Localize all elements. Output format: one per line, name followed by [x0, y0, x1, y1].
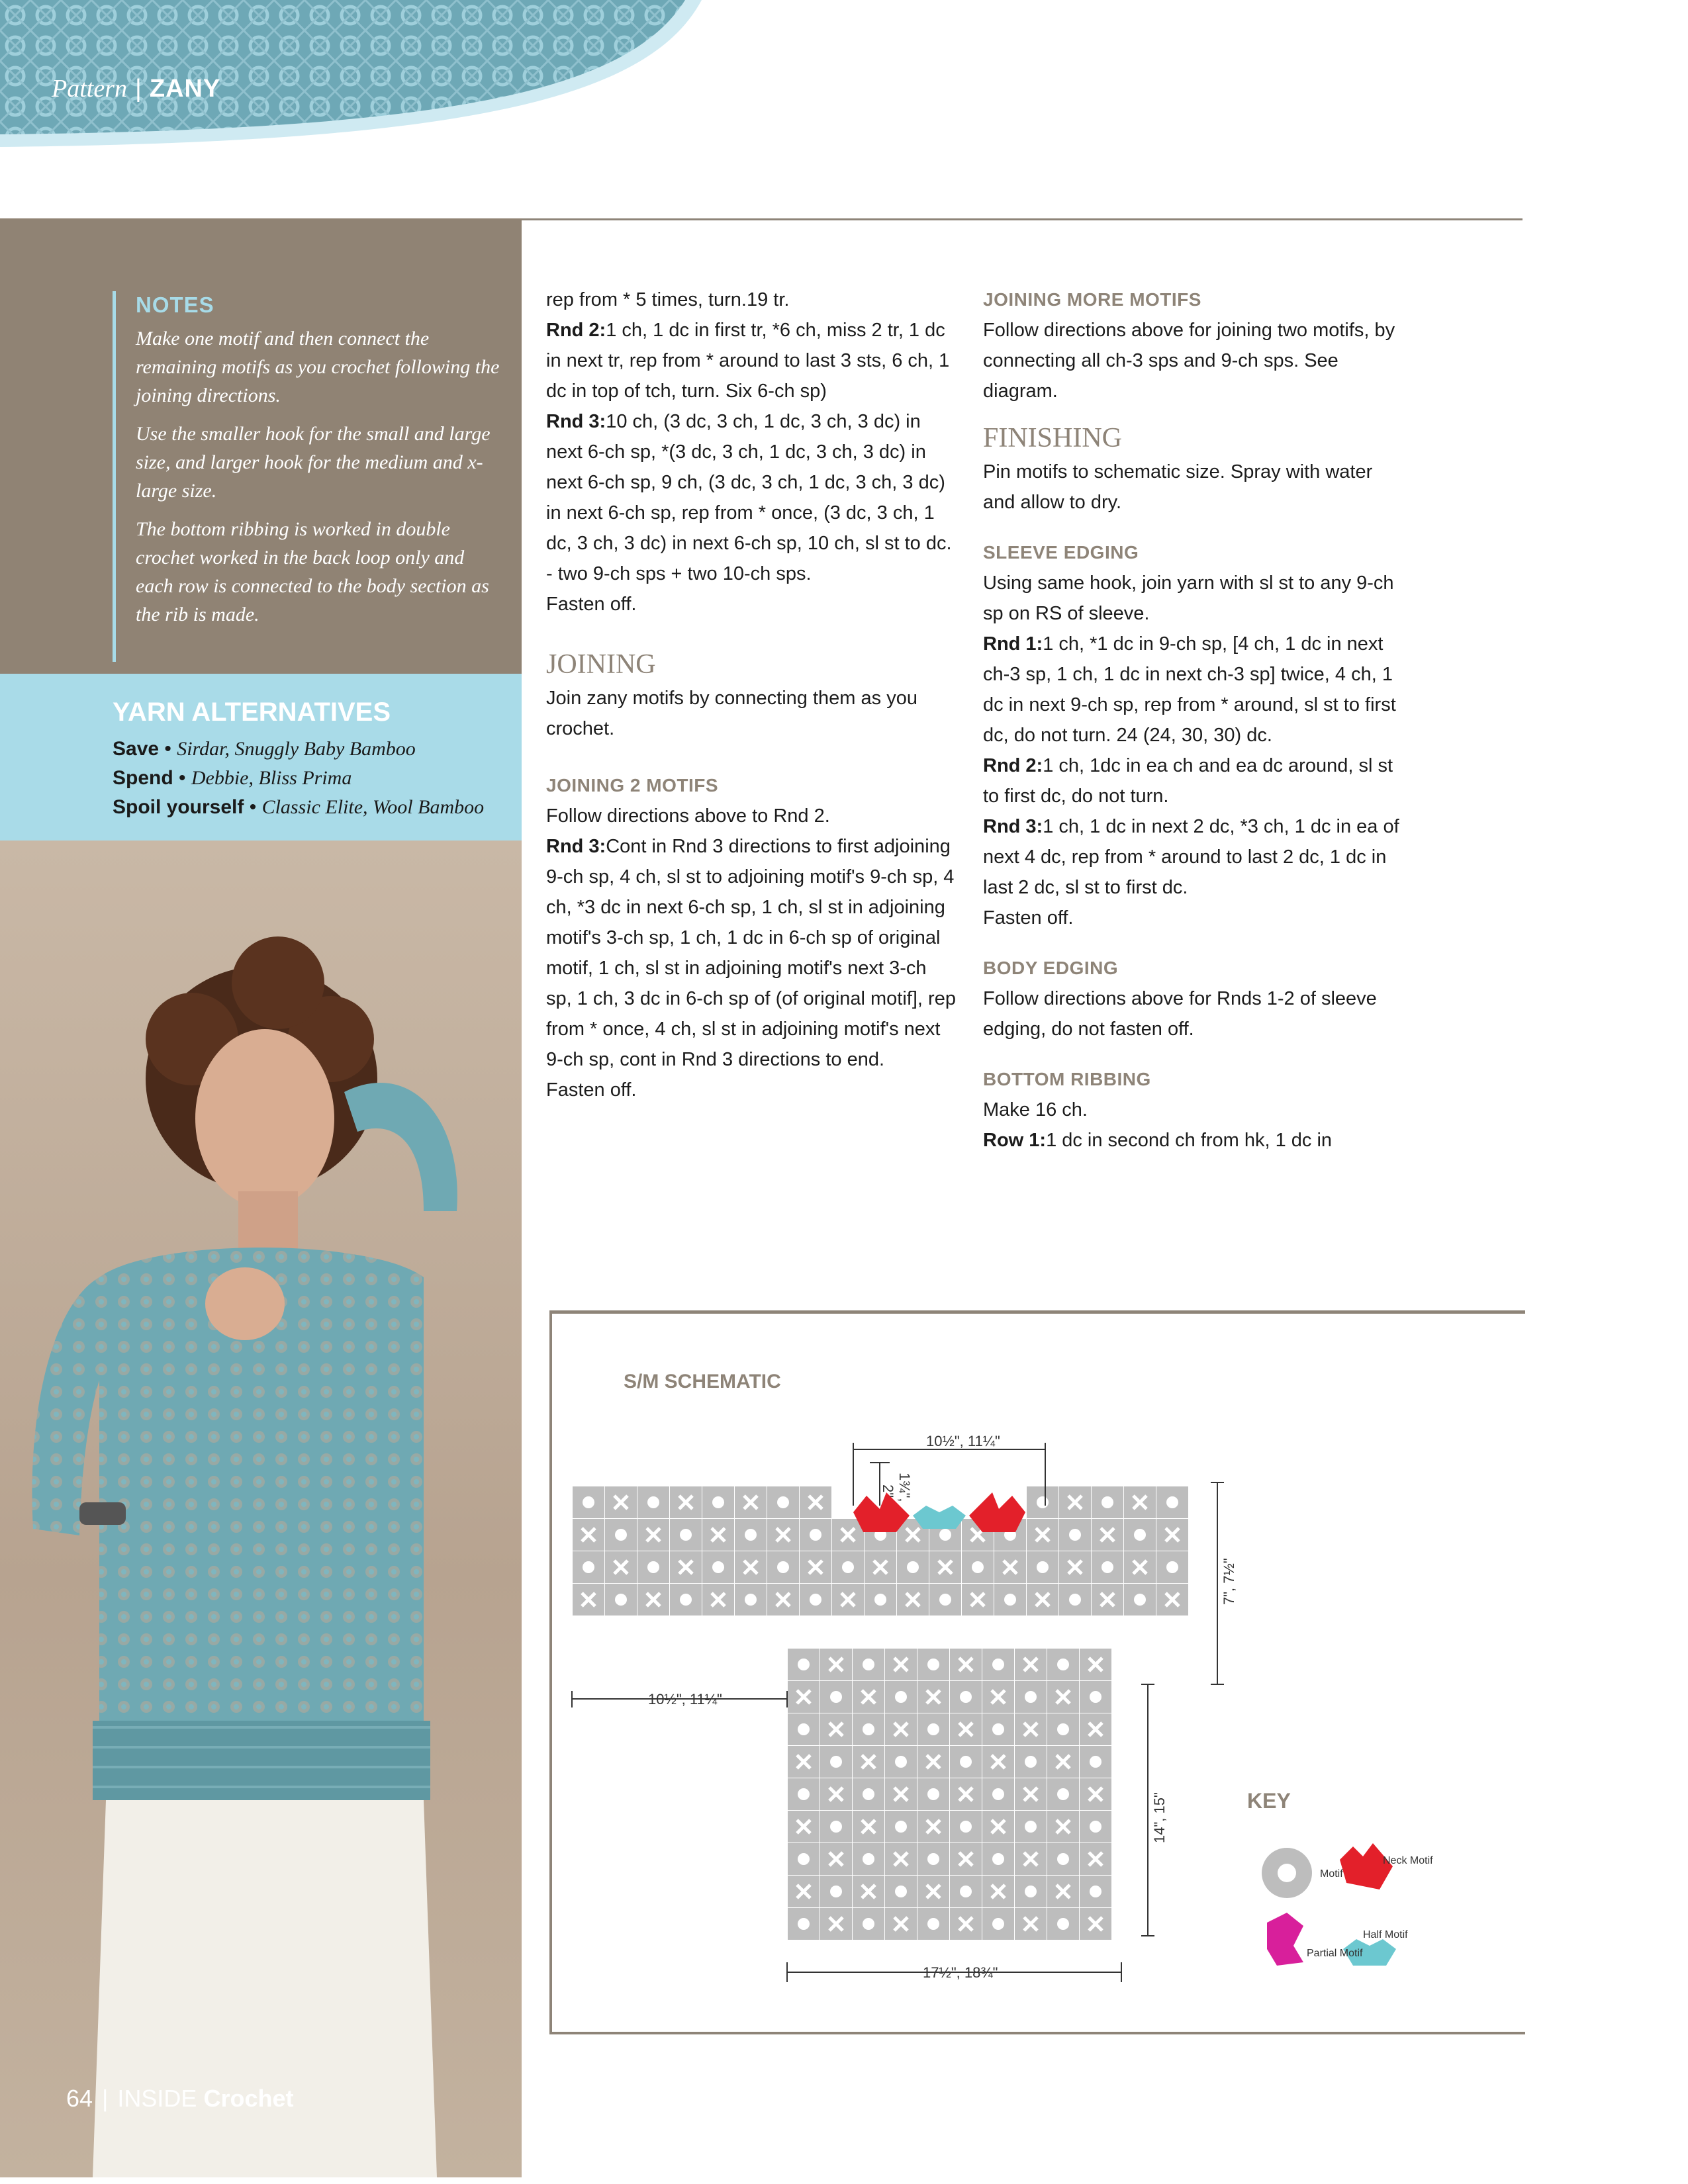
motif — [788, 1908, 820, 1940]
instruction-text: Follow directions above to Rnd 2. — [546, 805, 830, 827]
round-text: 1 ch, 1 dc in next 2 dc, *3 ch, 1 dc in ea of next 4 dc, rep from * around to last 2 dc, 1 dc in last 2 dc, sl st to first dc. — [983, 816, 1399, 898]
motif — [1027, 1519, 1058, 1551]
motif — [1156, 1519, 1188, 1551]
motif — [573, 1551, 604, 1583]
motif — [1027, 1584, 1058, 1615]
motif — [1080, 1746, 1111, 1778]
instruction-text: Follow directions above for Rnds 1-2 of sleeve edging, do not fasten off. — [983, 988, 1377, 1040]
motif — [1124, 1486, 1156, 1518]
motif — [573, 1486, 604, 1518]
motif — [1015, 1681, 1047, 1713]
motif — [767, 1584, 799, 1615]
motif — [820, 1713, 852, 1745]
motif — [1047, 1908, 1079, 1940]
motif — [853, 1681, 884, 1713]
motif — [982, 1778, 1014, 1810]
round-text: 1 ch, *1 dc in 9-ch sp, [4 ch, 1 dc in next ch-3 sp, 1 ch, 1 dc in next ch-3 sp] twice, 4 ch, 1 dc in next 9-ch sp, rep from * around, sl st to first dc, do not turn. 24 (24, 30, 30) dc. — [983, 633, 1396, 746]
instruction-text: Join zany motifs by connecting them as you crochet. — [546, 688, 917, 739]
header-banner — [0, 0, 702, 165]
motif — [950, 1681, 982, 1713]
notes-body — [136, 324, 503, 639]
motif — [885, 1843, 917, 1875]
motif — [917, 1649, 949, 1680]
key-half-motif-label: Half Motif — [1363, 1929, 1408, 1940]
motif — [820, 1876, 852, 1907]
motif — [820, 1778, 852, 1810]
motif — [1047, 1713, 1079, 1745]
motif — [1015, 1876, 1047, 1907]
spacer — [546, 744, 957, 770]
motif — [865, 1551, 896, 1583]
motif — [982, 1746, 1014, 1778]
neck-depth-label-b: 2" — [880, 1484, 896, 1498]
instruction-paragraph — [546, 315, 957, 406]
motif — [788, 1649, 820, 1680]
motif — [1015, 1811, 1047, 1843]
motif — [1047, 1746, 1079, 1778]
yarn-value: Debbie, Bliss Prima — [191, 767, 352, 789]
motif — [885, 1778, 917, 1810]
motif — [853, 1908, 884, 1940]
yarn-item-spend: Spend • Debbie, Bliss Prima — [113, 767, 352, 789]
notes-paragraph: Use the smaller hook for the small and large size, and larger hook for the medium and x-large size. — [136, 423, 491, 502]
motif — [637, 1519, 669, 1551]
motif — [962, 1551, 994, 1583]
motif — [788, 1681, 820, 1713]
yarn-list — [113, 735, 516, 822]
motif — [853, 1843, 884, 1875]
motif — [788, 1811, 820, 1843]
instruction-text: Fasten off. — [546, 1079, 637, 1101]
joining-more-motifs-subheading: JOINING MORE MOTIFS — [983, 289, 1201, 310]
motif — [702, 1584, 734, 1615]
motif — [670, 1584, 702, 1615]
round-label: Rnd 3: — [983, 816, 1043, 837]
motif — [1124, 1519, 1156, 1551]
motif — [982, 1649, 1014, 1680]
motif — [917, 1811, 949, 1843]
spacer — [983, 518, 1400, 537]
motif — [1027, 1551, 1058, 1583]
motif-grid — [573, 1486, 1188, 1940]
motif — [982, 1908, 1014, 1940]
motif — [897, 1584, 929, 1615]
instruction-text: Pin motifs to schematic size. Spray with water and allow to dry. — [983, 461, 1373, 513]
notes-paragraph: The bottom ribbing is worked in double crochet worked in the back loop only and each row is connected to the body section as the rib is made. — [136, 518, 489, 625]
schematic-title: S/M SCHEMATIC — [624, 1371, 781, 1392]
motif — [1156, 1551, 1188, 1583]
motif — [767, 1486, 799, 1518]
key-partial-motif-icon — [1267, 1913, 1303, 1966]
round-text: 10 ch, (3 dc, 3 ch, 1 dc, 3 ch, 3 dc) in next 6-ch sp, *(3 dc, 3 ch, 1 dc, 3 ch, 3 dc) in next 6-ch sp, 9 ch, (3 dc, 3 ch, 1 dc, 3 ch, 3 dc) in next 6-ch sp, rep from * once, (3 dc, 3 ch, 1 dc, 3 ch, 3 dc) in next 6-ch sp, 10 ch, sl st to dc. - two 9-ch sps + two 10-ch sps. — [546, 411, 952, 584]
round-label: Rnd 2: — [983, 755, 1043, 776]
instruction-text: Fasten off. — [983, 907, 1074, 929]
yarn-alternatives-title: YARN ALTERNATIVES — [113, 698, 391, 727]
magazine-name: INSIDE — [117, 2085, 197, 2112]
motif — [1015, 1843, 1047, 1875]
motif — [820, 1649, 852, 1680]
motif — [885, 1713, 917, 1745]
motif — [1059, 1519, 1091, 1551]
motif — [800, 1551, 831, 1583]
motif — [1047, 1778, 1079, 1810]
motif — [1059, 1486, 1091, 1518]
motif — [950, 1876, 982, 1907]
motif — [1080, 1843, 1111, 1875]
motif — [1015, 1649, 1047, 1680]
notes-panel — [0, 218, 522, 674]
motif — [1092, 1551, 1123, 1583]
motif — [820, 1811, 852, 1843]
motif — [982, 1713, 1014, 1745]
motif — [950, 1649, 982, 1680]
yarn-item-save: Save • Sirdar, Snuggly Baby Bamboo — [113, 738, 416, 760]
motif — [573, 1519, 604, 1551]
motif — [1059, 1584, 1091, 1615]
notes-title: NOTES — [136, 293, 214, 317]
motif — [702, 1519, 734, 1551]
instruction-paragraph — [983, 811, 1400, 903]
motif — [853, 1649, 884, 1680]
instructions-column-1 — [546, 285, 957, 1105]
motif — [735, 1584, 767, 1615]
motif — [1015, 1713, 1047, 1745]
motif — [637, 1584, 669, 1615]
motif — [1080, 1713, 1111, 1745]
motif — [573, 1584, 604, 1615]
finishing-heading: FINISHING — [983, 423, 1122, 453]
motif — [1047, 1649, 1079, 1680]
motif — [1027, 1486, 1058, 1518]
motif — [788, 1843, 820, 1875]
motif — [1015, 1778, 1047, 1810]
motif — [820, 1843, 852, 1875]
round-label: Rnd 1: — [983, 633, 1043, 655]
body-length-label: 14", 15" — [1151, 1792, 1168, 1843]
yarn-label: Spend — [113, 767, 173, 789]
motif — [702, 1486, 734, 1518]
round-label: Rnd 2: — [546, 320, 606, 341]
row-text: 1 dc in second ch from hk, 1 dc in — [1046, 1130, 1333, 1151]
motif — [1124, 1551, 1156, 1583]
motif — [1080, 1811, 1111, 1843]
motif — [853, 1811, 884, 1843]
header-title: ZANY — [149, 75, 221, 103]
spacer — [983, 406, 1400, 420]
motif — [865, 1584, 896, 1615]
instruction-paragraph — [546, 406, 957, 589]
motif — [832, 1551, 864, 1583]
yarn-label: Save — [113, 738, 160, 760]
motif — [735, 1551, 767, 1583]
model-photo — [0, 841, 522, 2177]
motif — [885, 1811, 917, 1843]
motif — [1059, 1551, 1091, 1583]
joining-heading: JOINING — [546, 649, 656, 680]
motif — [853, 1876, 884, 1907]
motif — [897, 1551, 929, 1583]
motif — [788, 1713, 820, 1745]
notes-accent-bar — [113, 291, 116, 662]
motif — [800, 1486, 831, 1518]
yarn-item-spoil: Spoil yourself • Classic Elite, Wool Bamboo — [113, 796, 485, 818]
yarn-value: Sirdar, Snuggly Baby Bamboo — [177, 738, 416, 760]
instruction-paragraph — [546, 831, 957, 1075]
instruction-text: Make 16 ch. — [983, 1099, 1088, 1120]
motif — [994, 1584, 1026, 1615]
top-divider — [522, 218, 1523, 220]
schematic-drawing — [552, 1314, 1525, 2032]
bottom-ribbing-subheading: BOTTOM RIBBING — [983, 1069, 1151, 1089]
motif — [735, 1519, 767, 1551]
motif — [917, 1681, 949, 1713]
body-width-label: 17½", 18¾" — [923, 1964, 998, 1981]
motif — [605, 1551, 637, 1583]
motif — [788, 1778, 820, 1810]
motif — [1047, 1876, 1079, 1907]
motif — [885, 1746, 917, 1778]
motif — [767, 1551, 799, 1583]
header-label — [52, 74, 220, 103]
motif — [670, 1519, 702, 1551]
sleeve-depth-label: 7", 7½" — [1221, 1558, 1237, 1605]
left-sidebar — [0, 218, 522, 2177]
motif — [885, 1681, 917, 1713]
motif — [885, 1908, 917, 1940]
motif — [1047, 1681, 1079, 1713]
motif — [1080, 1681, 1111, 1713]
motif — [885, 1649, 917, 1680]
motif — [1015, 1908, 1047, 1940]
motif — [982, 1811, 1014, 1843]
key-title: KEY — [1247, 1789, 1291, 1813]
page-footer — [66, 2085, 293, 2113]
motif — [788, 1746, 820, 1778]
key-partial-motif-label: Partial Motif — [1307, 1948, 1363, 1959]
motif — [950, 1908, 982, 1940]
instructions-column-2 — [983, 285, 1400, 1156]
motif — [1080, 1876, 1111, 1907]
yarn-alternatives-panel — [0, 674, 522, 841]
notes-paragraph: Make one motif and then connect the remaining motifs as you crochet following the joining directions. — [136, 328, 500, 406]
motif — [1092, 1584, 1123, 1615]
joining-2-motifs-subheading: JOINING 2 MOTIFS — [546, 775, 719, 796]
round-label: Rnd 3: — [546, 411, 606, 432]
motif — [1080, 1649, 1111, 1680]
key-motif-icon — [1262, 1848, 1312, 1898]
motif — [982, 1876, 1014, 1907]
body-edging-subheading: BODY EDGING — [983, 958, 1119, 978]
round-label: Rnd 3: — [546, 836, 606, 857]
instruction-text: Fasten off. — [546, 594, 637, 615]
motif — [605, 1519, 637, 1551]
motif — [917, 1713, 949, 1745]
motif — [1156, 1584, 1188, 1615]
key-motif-label: Motif — [1320, 1868, 1343, 1880]
footer-separator: | — [102, 2085, 109, 2112]
sleeve-edging-subheading: SLEEVE EDGING — [983, 542, 1139, 563]
instruction-text: Using same hook, join yarn with sl st to any 9-ch sp on RS of sleeve. — [983, 572, 1394, 624]
round-text: 1 ch, 1 dc in first tr, *6 ch, miss 2 tr, 1 dc in next tr, rep from * around to last 3 sts, 6 ch, 1 dc in top of tch, turn. Six 6-ch sp) — [546, 320, 950, 402]
motif — [929, 1551, 961, 1583]
header-separator: | — [134, 75, 142, 103]
motif — [853, 1746, 884, 1778]
motif — [962, 1584, 994, 1615]
magazine-name-bold: Crochet — [203, 2085, 294, 2112]
motif — [1047, 1811, 1079, 1843]
motif — [950, 1811, 982, 1843]
motif — [982, 1681, 1014, 1713]
motif — [820, 1681, 852, 1713]
neck-depth-label-a: 1¾", — [896, 1473, 913, 1502]
motif — [820, 1908, 852, 1940]
motif — [950, 1778, 982, 1810]
motif — [605, 1486, 637, 1518]
motif — [800, 1519, 831, 1551]
motif — [788, 1876, 820, 1907]
yarn-label: Spoil yourself — [113, 796, 244, 818]
round-text: Cont in Rnd 3 directions to first adjoining 9-ch sp, 4 ch, sl st to adjoining motif's 9-ch sp, 4 ch, *3 dc in next 6-ch sp, 1 ch, sl st in adjoining motif's 3-ch sp, 1 ch, 1 dc in 6-ch sp of original motif, 1 ch, sl st in adjoining motif's next 3-ch sp, 1 ch, 3 dc in 6-ch sp of (of original motif], rep from * once, 4 ch, sl st in adjoining motif's next 9-ch sp, cont in Rnd 3 directions to end. — [546, 836, 956, 1070]
motif — [1015, 1746, 1047, 1778]
motif — [929, 1584, 961, 1615]
half-motif — [913, 1506, 966, 1529]
motif — [637, 1486, 669, 1518]
motif — [917, 1876, 949, 1907]
instruction-paragraph — [983, 629, 1400, 751]
motif — [1092, 1519, 1123, 1551]
yarn-value: Classic Elite, Wool Bamboo — [261, 796, 485, 818]
motif — [1080, 1908, 1111, 1940]
sleeve-length-label: 10½", 11¼" — [648, 1691, 722, 1707]
motif — [820, 1746, 852, 1778]
motif — [637, 1551, 669, 1583]
motif — [1156, 1486, 1188, 1518]
motif — [950, 1843, 982, 1875]
motif — [917, 1746, 949, 1778]
motif — [853, 1778, 884, 1810]
motif — [1092, 1486, 1123, 1518]
neck-width-label: 10½", 11¼" — [926, 1433, 1000, 1449]
motif — [994, 1551, 1026, 1583]
motif — [670, 1486, 702, 1518]
motif — [950, 1713, 982, 1745]
motif — [853, 1713, 884, 1745]
motif — [1080, 1778, 1111, 1810]
model-wearing-sweater-illustration — [0, 841, 522, 2177]
motif — [950, 1746, 982, 1778]
round-text: 1 ch, 1dc in ea ch and ea dc around, sl st to first dc, do not turn. — [983, 755, 1393, 807]
motif — [767, 1519, 799, 1551]
key-neck-motif-label: Neck Motif — [1383, 1855, 1433, 1866]
motif — [1047, 1843, 1079, 1875]
motif — [982, 1843, 1014, 1875]
motif — [800, 1584, 831, 1615]
motif — [1124, 1584, 1156, 1615]
instruction-text: rep from * 5 times, turn.19 tr. — [546, 289, 790, 310]
instruction-paragraph — [983, 1125, 1400, 1156]
motif — [917, 1908, 949, 1940]
motif — [605, 1584, 637, 1615]
motif — [917, 1778, 949, 1810]
schematic-diagram — [549, 1310, 1525, 2034]
page-number: 64 — [66, 2085, 93, 2112]
instruction-paragraph — [983, 751, 1400, 811]
header-pattern-label: Pattern — [52, 75, 127, 103]
spacer — [983, 933, 1400, 953]
motif — [885, 1876, 917, 1907]
spacer — [983, 1044, 1400, 1064]
motif — [917, 1843, 949, 1875]
motif — [735, 1486, 767, 1518]
instruction-text: Follow directions above for joining two motifs, by connecting all ch-3 sps and 9-ch sps. See diagram. — [983, 320, 1395, 402]
row-label: Row 1: — [983, 1130, 1047, 1151]
motif — [832, 1584, 864, 1615]
motif — [702, 1551, 734, 1583]
spacer — [546, 619, 957, 646]
motif — [670, 1551, 702, 1583]
